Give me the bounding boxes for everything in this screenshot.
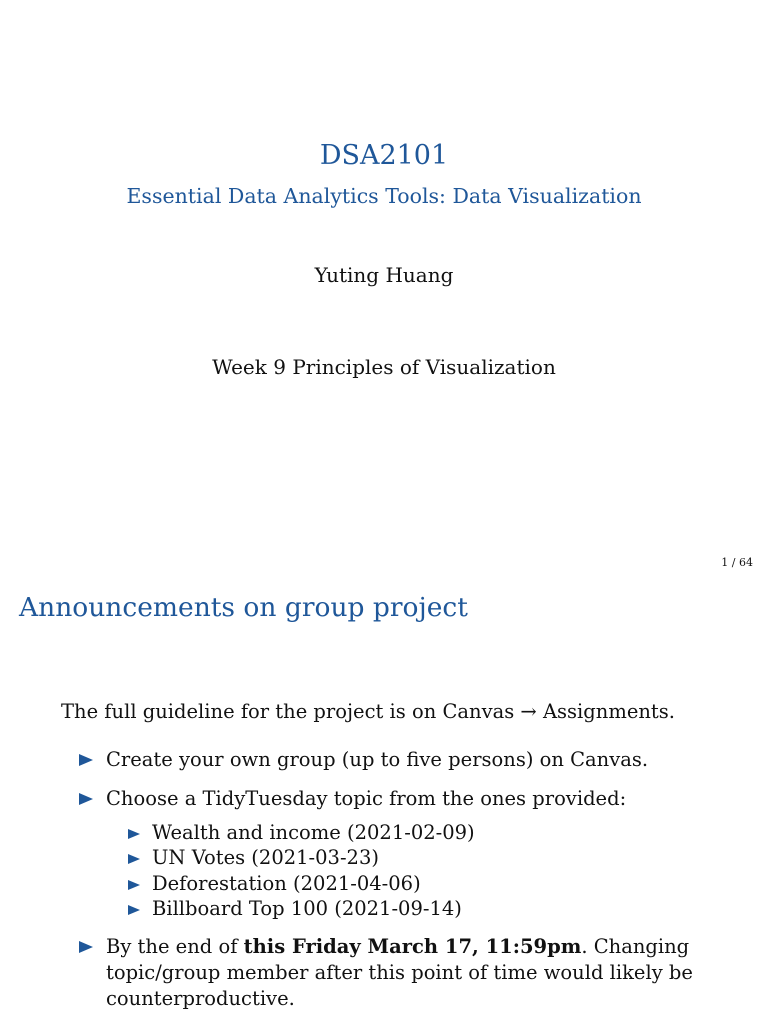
bullet-deadline [106, 934, 696, 1012]
sub-bullet-triangle-icon [128, 905, 140, 915]
topic-item: Billboard Top 100 (2021-09-14) [152, 897, 462, 920]
presentation-subtitle: Essential Data Analytics Tools: Data Visualization [126, 184, 642, 208]
topic-item: Wealth and income (2021-02-09) [152, 821, 475, 844]
deadline-prefix: By the end of [106, 935, 244, 958]
deadline-emphasis: this Friday March 17, 11:59pm [243, 935, 582, 958]
presentation-title: DSA2101 [319, 140, 449, 171]
bullet-triangle-icon [79, 754, 93, 766]
author-name: Yuting Huang [314, 263, 454, 287]
page-number: 1 / 64 [721, 556, 753, 569]
topic-item: Deforestation (2021-04-06) [152, 872, 421, 895]
bullet-triangle-icon [79, 793, 93, 805]
sub-bullet-triangle-icon [128, 829, 140, 839]
lecture-date: Week 9 Principles of Visualization [212, 355, 556, 379]
sub-bullet-triangle-icon [128, 880, 140, 890]
deadline-suffix: . Changing topic/group member after this point of time would likely be counterproductive. [106, 935, 693, 1010]
topic-item: UN Votes (2021-03-23) [152, 846, 379, 869]
bullet-choose-topic: Choose a TidyTuesday topic from the ones provided: [106, 787, 627, 810]
sub-bullet-triangle-icon [128, 854, 140, 864]
frame-title: Announcements on group project [19, 592, 468, 623]
bullet-triangle-icon [79, 941, 93, 953]
intro-text: The full guideline for the project is on Canvas → Assignments. [61, 700, 675, 723]
bullet-create-group: Create your own group (up to five persons) on Canvas. [106, 748, 649, 771]
announcements-slide [0, 578, 768, 1024]
